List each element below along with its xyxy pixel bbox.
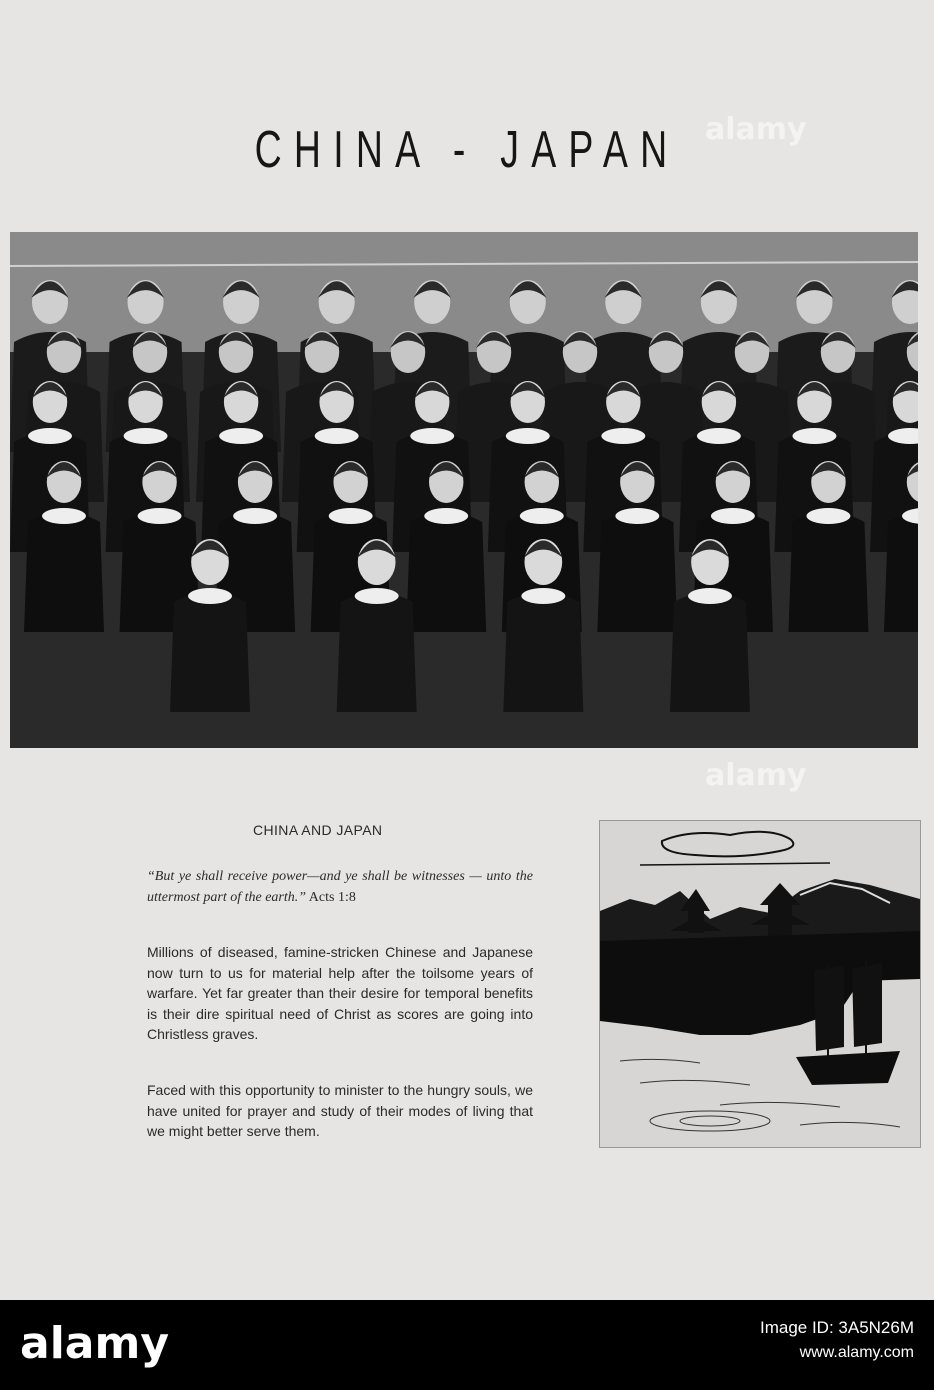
collar-shape	[688, 588, 732, 604]
scripture-quote	[147, 866, 533, 908]
person-silhouette	[788, 512, 868, 632]
watermark-text: alamy	[705, 758, 807, 793]
collar-shape	[424, 508, 468, 524]
collar-shape	[410, 428, 454, 444]
collar-shape	[355, 588, 399, 604]
collar-shape	[329, 508, 373, 524]
footer-caption: www.alamy.com	[799, 1344, 914, 1361]
collar-shape	[615, 508, 659, 524]
collar-shape	[233, 508, 277, 524]
person-silhouette	[503, 592, 583, 712]
collar-shape	[124, 428, 168, 444]
quote-reference: Acts 1:8	[308, 890, 356, 905]
section-heading: CHINA AND JAPAN	[253, 822, 383, 838]
collar-shape	[792, 428, 836, 444]
watermark-text: alamy	[705, 112, 807, 147]
person-silhouette	[24, 512, 104, 632]
page-title: CHINA - JAPAN	[254, 121, 680, 179]
collar-shape	[521, 588, 565, 604]
collar-shape	[42, 508, 86, 524]
person-silhouette	[884, 512, 918, 632]
collar-shape	[138, 508, 182, 524]
collar-shape	[697, 428, 741, 444]
person-silhouette	[406, 512, 486, 632]
body-paragraph: Faced with this opportunity to minister to the hungry souls, we have united for prayer and study of their modes of living that we might better serve them.	[147, 1082, 533, 1139]
collar-shape	[520, 508, 564, 524]
collar-shape	[315, 428, 359, 444]
collar-shape	[188, 588, 232, 604]
collar-shape	[506, 428, 550, 444]
person-silhouette	[170, 592, 250, 712]
landscape-illustration	[599, 820, 921, 1148]
collar-shape	[711, 508, 755, 524]
person-silhouette	[597, 512, 677, 632]
group-photo	[10, 232, 918, 748]
footer-image-id: Image ID: 3A5N26M	[759, 1318, 914, 1337]
collar-shape	[28, 428, 72, 444]
footer-logo: alamy	[20, 1318, 169, 1369]
collar-shape	[601, 428, 645, 444]
collar-shape	[219, 428, 263, 444]
quote-text: “But ye shall receive power—and ye shall be witnesses — unto the uttermost part of the earth.”	[147, 869, 533, 905]
person-silhouette	[337, 592, 417, 712]
person-silhouette	[670, 592, 750, 712]
body-paragraph: Millions of diseased, famine-stricken Chinese and Japanese now turn to us for material help after the toilsome years of warfare. Yet far greater than their desire for temporal benefits is their dire spiritual need of Christ as scores are going into Christless graves.	[147, 944, 533, 1042]
collar-shape	[806, 508, 850, 524]
